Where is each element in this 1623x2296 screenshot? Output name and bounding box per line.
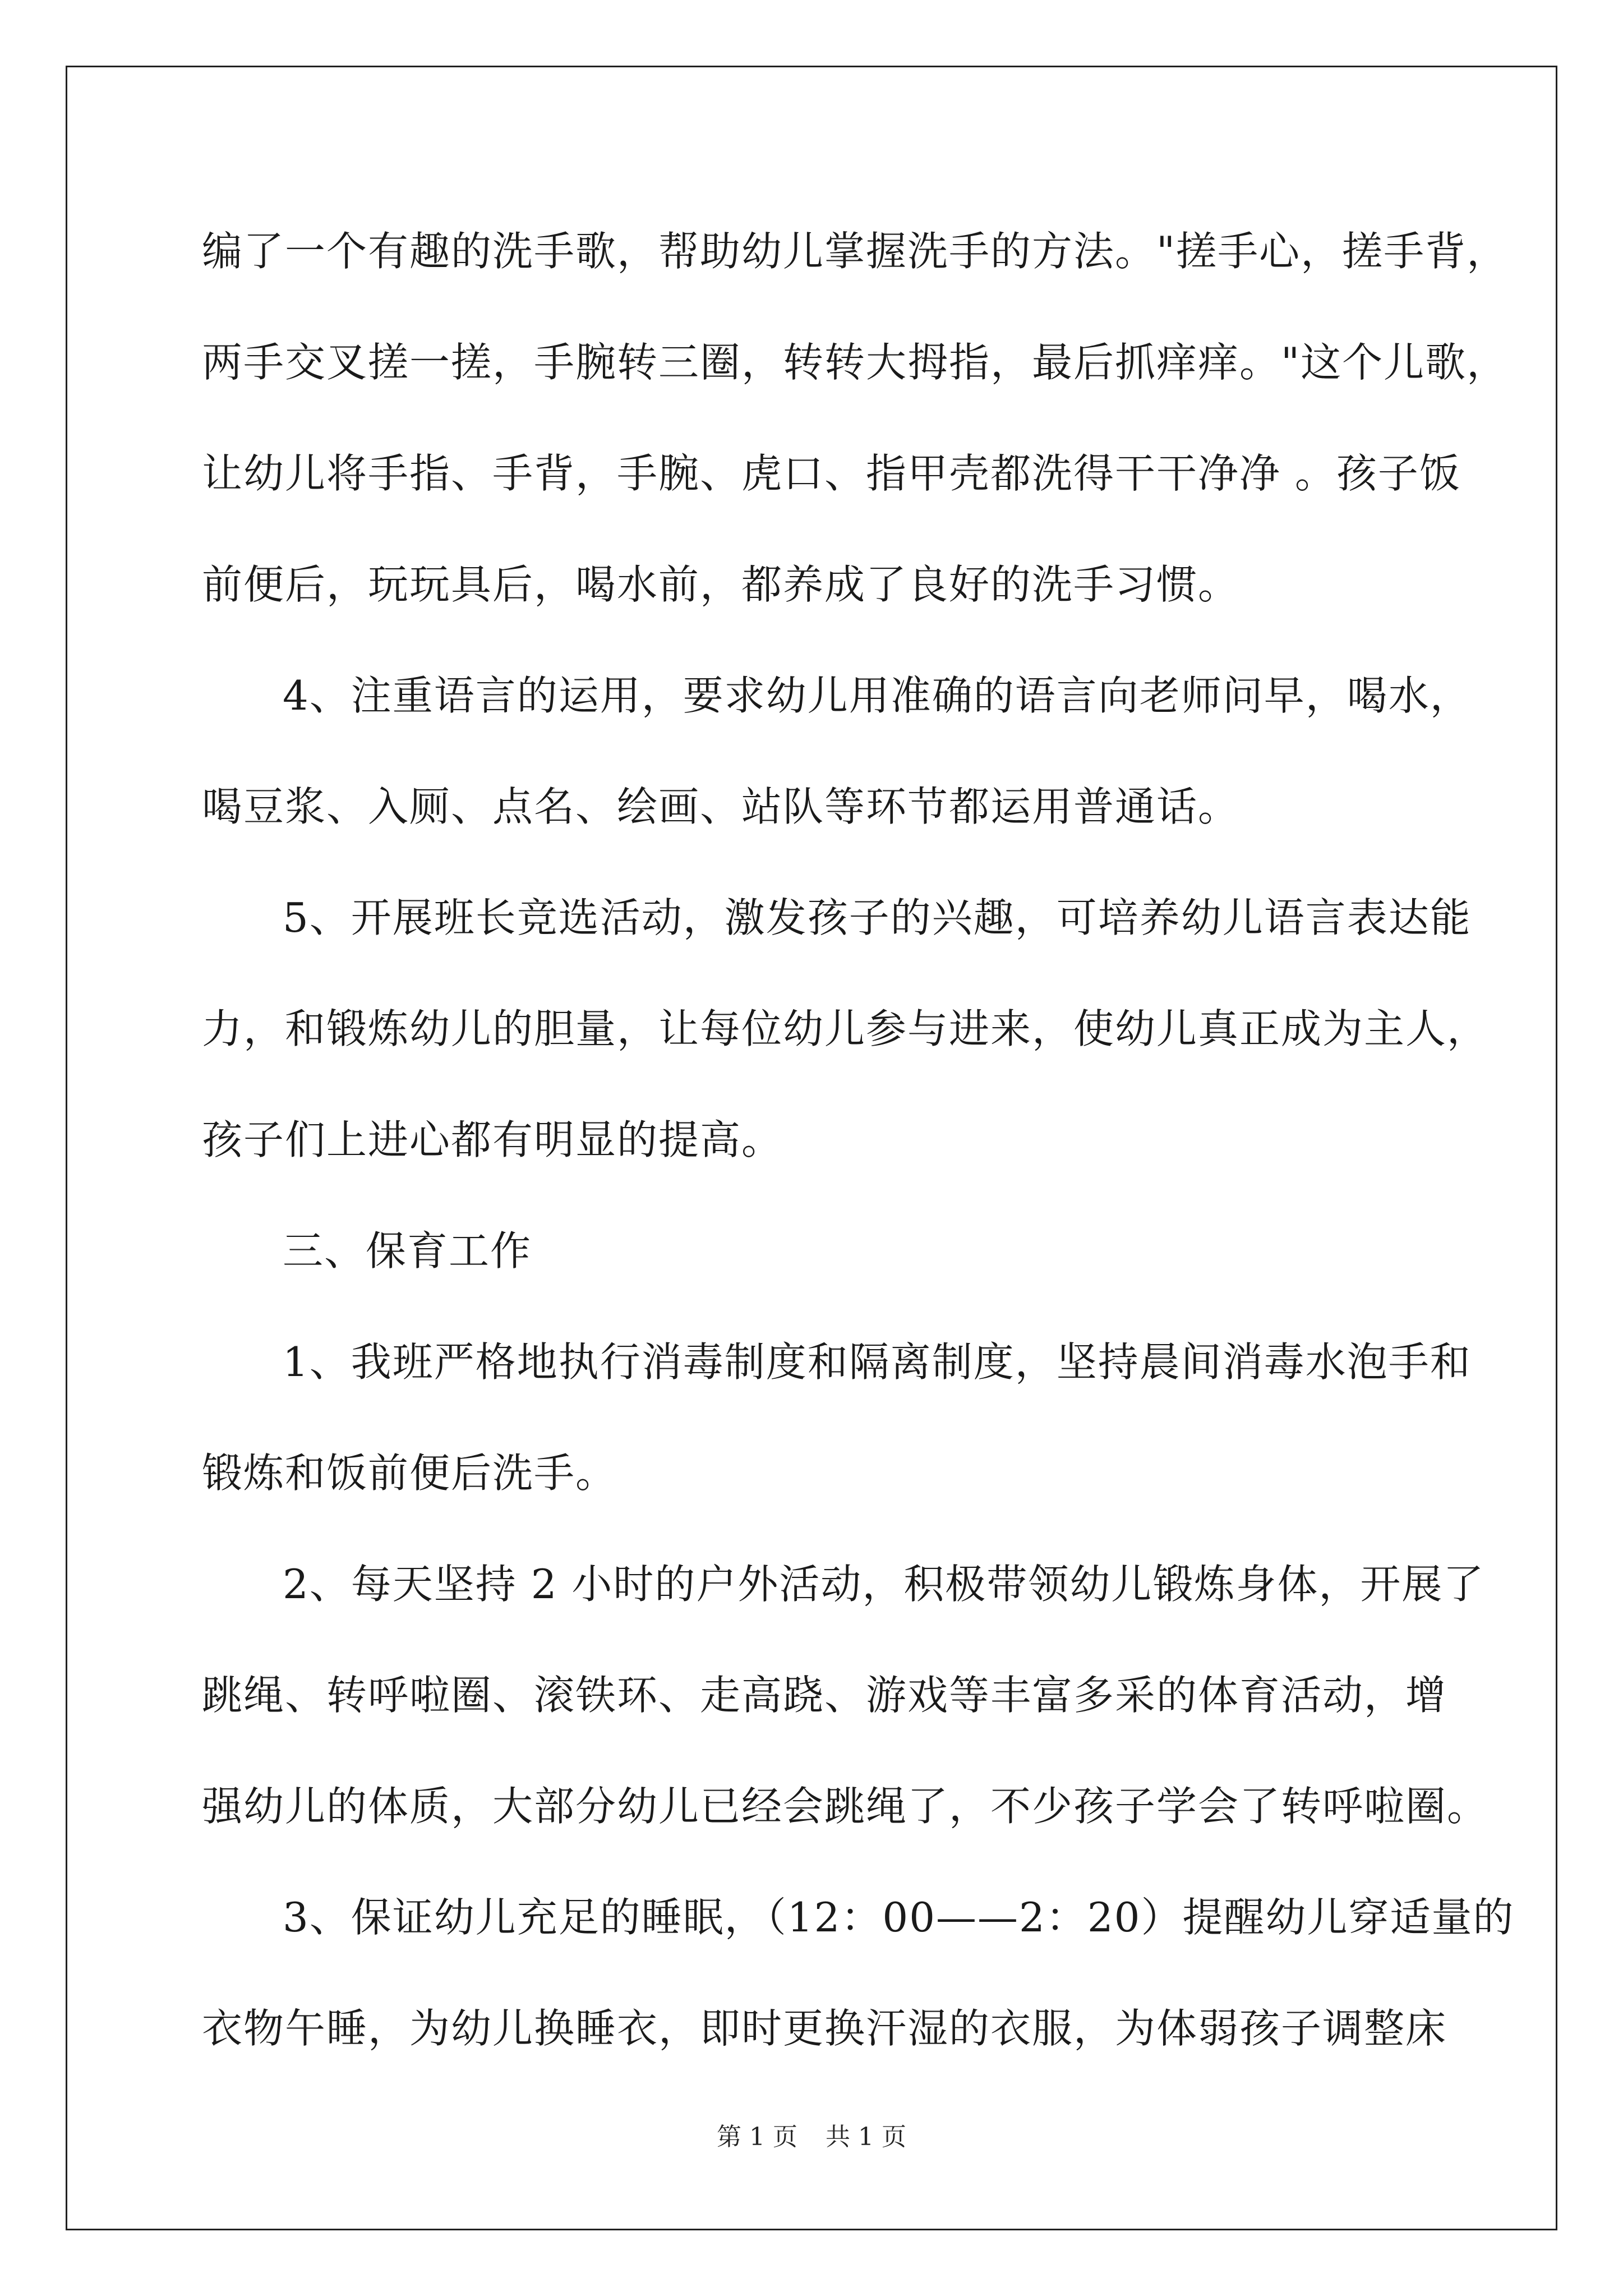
page-total: 共 1 页 <box>826 2123 906 2151</box>
text-line: 3、保证幼儿充足的睡眠，（12：00——2：20）提醒幼儿穿适量的 <box>283 1894 1515 1941</box>
text-line: 锻炼和饭前便后洗手。 <box>202 1450 617 1497</box>
text-line: 喝豆浆、入厕、点名、绘画、站队等环节都运用普通话。 <box>202 783 1240 830</box>
page-footer <box>0 2120 1623 2154</box>
text-line: 跳绳、转呼啦圈、滚铁环、走高跷、游戏等丰富多采的体育活动，增 <box>202 1672 1447 1719</box>
text-line: 5、开展班长竞选活动，激发孩子的兴趣，可培养幼儿语言表达能 <box>283 894 1472 941</box>
page-number: 第 1 页 <box>717 2123 797 2151</box>
text-line: 编了一个有趣的洗手歌，帮助幼儿掌握洗手的方法。"搓手心，搓手背， <box>202 228 1509 275</box>
text-line: 4、注重语言的运用，要求幼儿用准确的语言向老师问早，喝水， <box>283 672 1472 719</box>
section-heading: 三、保育工作 <box>283 1227 532 1274</box>
text-line: 前便后，玩玩具后，喝水前，都养成了良好的洗手习惯。 <box>202 561 1240 608</box>
text-line: 孩子们上进心都有明显的提高。 <box>202 1116 783 1163</box>
text-line: 让幼儿将手指、手背，手腕、虎口、指甲壳都洗得干干净净 。孩子饭 <box>202 450 1461 497</box>
text-line: 2、每天坚持 2 小时的户外活动，积极带领幼儿锻炼身体，开展了 <box>283 1561 1485 1608</box>
text-line: 1、我班严格地执行消毒制度和隔离制度，坚持晨间消毒水泡手和 <box>283 1338 1472 1386</box>
text-line: 两手交叉搓一搓，手腕转三圈，转转大拇指，最后抓痒痒。"这个儿歌， <box>202 339 1509 386</box>
text-line: 强幼儿的体质，大部分幼儿已经会跳绳了，不少孩子学会了转呼啦圈。 <box>202 1783 1489 1830</box>
text-line: 衣物午睡，为幼儿换睡衣，即时更换汗湿的衣服，为体弱孩子调整床 <box>202 2005 1447 2052</box>
text-line: 力，和锻炼幼儿的胆量，让每位幼儿参与进来，使幼儿真正成为主人， <box>202 1005 1489 1052</box>
